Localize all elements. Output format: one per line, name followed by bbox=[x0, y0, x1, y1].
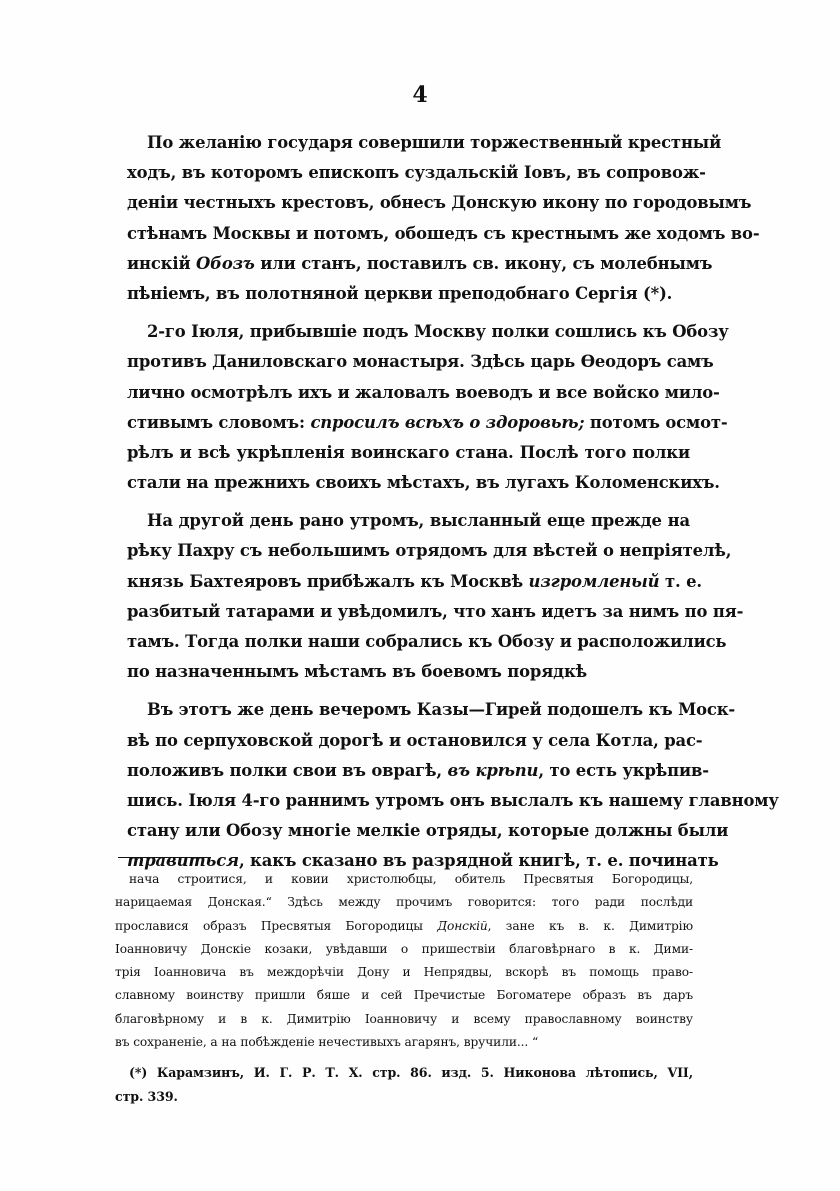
text-line: положивъ полки свои въ оврагѣ, въ крѣпи, то есть укрѣпив- bbox=[127, 760, 709, 780]
text-line: лично осмотрѣлъ ихъ и жаловалъ воеводъ и все войско мило- bbox=[127, 382, 720, 402]
paragraph-2 bbox=[127, 317, 729, 498]
footnote-line: нарицаемая Донская.“ Здѣсь между прочимъ говорится: того ради послѣди bbox=[115, 895, 693, 910]
italic-word: травиться bbox=[127, 851, 239, 871]
text-line: стѣнамъ Москвы и потомъ, обошедъ съ крестнымъ же ходомъ во- bbox=[127, 223, 760, 243]
text-line: ходъ, въ которомъ епископъ суздальскій Іовъ, въ сопровож- bbox=[127, 163, 706, 183]
footnote-line: прославися образъ Пресвятыя Богородицы Донскій, зане къ в. к. Димитрію bbox=[115, 918, 693, 933]
footnote-line: благовѣрному и в к. Димитрію Іоанновичу и всему православному воинству bbox=[115, 1011, 693, 1026]
footnote-line: Іоанновичу Донскіе козаки, увѣдавши о пришествіи благовѣрнаго в к. Дими- bbox=[115, 941, 693, 956]
text-line: по назначеннымъ мѣстамъ въ боевомъ порядкѣ bbox=[127, 662, 588, 682]
text-line: стану или Обозу многіе мелкіе отряды, которые должны были bbox=[127, 821, 729, 841]
footnote-line: трія Іоанновича въ междорѣчіи Дону и Непрядвы, вскорѣ въ помощь право- bbox=[115, 965, 693, 980]
source-reference bbox=[115, 1061, 693, 1108]
footnote-line: въ сохраненіе, а на побѣжденіе нечестивыхъ агарянъ, вручили... “ bbox=[115, 1035, 539, 1050]
text-line: разбитый татарами и увѣдомилъ, что ханъ идетъ за нимъ по пя- bbox=[127, 601, 744, 621]
text-line: травиться, какъ сказано въ разрядной книгѣ, т. е. починать bbox=[127, 851, 719, 871]
italic-word: изгромленый bbox=[528, 571, 660, 591]
text-line: противъ Даниловскаго монастыря. Здѣсь царь Ѳеодоръ самъ bbox=[127, 352, 714, 372]
paragraph-1 bbox=[127, 128, 760, 309]
footnote-divider bbox=[118, 857, 211, 858]
text-line: стали на прежнихъ своихъ мѣстахъ, въ лугахъ Коломенскихъ. bbox=[127, 473, 720, 493]
italic-phrase: спросилъ всѣхъ о здоровьѣ; bbox=[310, 412, 585, 432]
footnote-quote bbox=[115, 868, 693, 1054]
text-line: вѣ по серпуховской дорогѣ и остановился у села Котла, рас- bbox=[127, 730, 703, 750]
reference-line: (*) Карамзинъ, И. Г. Р. Т. X. стр. 86. изд. 5. Никонова лѣтопись, VII, bbox=[129, 1065, 693, 1081]
body-text bbox=[127, 128, 779, 877]
paragraph-4 bbox=[127, 695, 779, 876]
text-line: 2-го Іюля, прибывшіе подъ Москву полки сошлись къ Обозу bbox=[147, 322, 729, 342]
text-line: рѣлъ и всѣ укрѣпленія воинскаго стана. Послѣ того полки bbox=[127, 442, 690, 462]
italic-word: въ крѣпи bbox=[447, 760, 539, 780]
text-line: шись. Іюля 4-го раннимъ утромъ онъ выслалъ къ нашему главному bbox=[127, 790, 779, 810]
text-line: деніи честныхъ крестовъ, обнесъ Донскую икону по городовымъ bbox=[127, 193, 752, 213]
reference-line: стр. 339. bbox=[115, 1088, 178, 1104]
italic-word: Обозъ bbox=[196, 253, 255, 273]
text-line: На другой день рано утромъ, высланный еще прежде на bbox=[147, 511, 690, 531]
text-line: инскій Обозъ или станъ, поставилъ св. икону, съ молебнымъ bbox=[127, 253, 713, 273]
text-line: Въ этотъ же день вечеромъ Казы—Гирей подошелъ къ Моск- bbox=[147, 700, 736, 720]
text-line: стивымъ словомъ: спросилъ всѣхъ о здоровьѣ; потомъ осмот- bbox=[127, 412, 728, 432]
paragraph-3 bbox=[127, 506, 744, 687]
italic-word: Донскій bbox=[437, 918, 488, 933]
page-number: 4 bbox=[412, 82, 428, 108]
footnote-line: нача строитися, и ковии христолюбцы, обитель Пресвятыя Богородицы, bbox=[129, 872, 693, 886]
text-line: По желанію государя совершили торжественный крестный bbox=[147, 133, 722, 152]
text-line: пѣніемъ, въ полотняной церкви преподобнаго Сергія (*). bbox=[127, 283, 673, 303]
footnotes bbox=[115, 868, 693, 1108]
text-line: князь Бахтеяровъ прибѣжалъ къ Москвѣ изгромленый т. е. bbox=[127, 571, 702, 591]
text-line: рѣку Пахру съ небольшимъ отрядомъ для вѣстей о непріятелѣ, bbox=[127, 541, 732, 561]
footnote-line: славному воинству пришли бяше и сей Пречистые Богоматере образъ въ даръ bbox=[115, 988, 693, 1003]
text-line: тамъ. Тогда полки наши собрались къ Обозу и расположились bbox=[127, 632, 727, 651]
